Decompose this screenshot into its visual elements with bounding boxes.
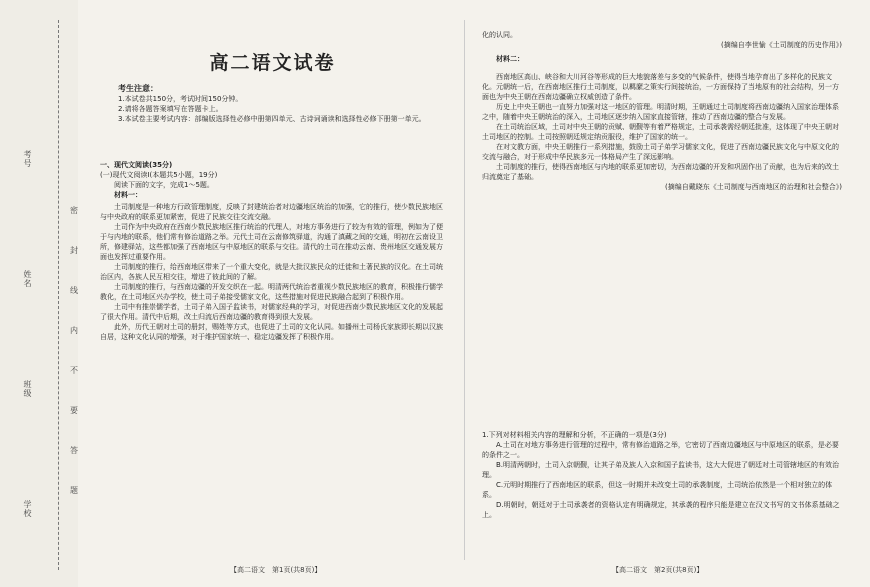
binding-margin bbox=[0, 0, 78, 587]
school-label: 学校 bbox=[23, 500, 32, 518]
notice-heading: 考生注意： bbox=[118, 84, 158, 93]
paragraph: 此外，历代王朝对土司的册封，赐姓等方式，也促进了土司的文化认同。如播州土司杨氏家族即长期以汉族自居，这种文化认同的增强，对于维护国家统一、稳定边疆发挥了积极作用。 bbox=[100, 323, 443, 341]
paragraph: 历史上中央王朝也一直努力加强对这一地区的管理。明清时期，王朝通过土司制度将西南边疆纳入国家治理体系之中，随着中央王朝统治的深入，土司地区逐步纳入国家直接管辖，推动了西南边疆的整合与发展。 bbox=[482, 103, 839, 121]
notice-item: 1.本试卷共150分，考试时间150分钟。 bbox=[118, 95, 243, 103]
section-title: 一、现代文阅读(35分) bbox=[100, 161, 173, 169]
exam-number-label: 考号 bbox=[23, 150, 32, 168]
exam-title: 高二语文试卷 bbox=[209, 52, 336, 74]
seal-char: 内 bbox=[70, 326, 78, 335]
paragraph: 土司制度的推行，使得西南地区与内地的联系更加密切，为西南边疆的开发和巩固作出了贡献，也为后来的改土归流奠定了基础。 bbox=[482, 163, 839, 181]
page-two bbox=[482, 0, 842, 587]
section-header bbox=[100, 160, 445, 200]
page-divider bbox=[464, 20, 465, 560]
material-two-body bbox=[482, 72, 842, 192]
class-label: 班级 bbox=[23, 380, 32, 398]
exam-notice bbox=[118, 84, 438, 124]
option-c[interactable]: C.元明时期推行了西南地区的联系，但这一时期并未改变土司的承袭制度，土司统治依然是一个相对独立的体系。 bbox=[482, 481, 833, 499]
paragraph: 土司中有推崇儒学者，土司子弟入国子监读书，对儒家经典的学习，对促进西南少数民族地区文化的发展起了很大作用。清代中后期，改土归流后西南边疆的教育得到很大发展。 bbox=[100, 303, 443, 321]
subsection-title: (一)现代文阅读Ⅰ(本题共5小题，19分) bbox=[100, 171, 218, 179]
seal-char: 线 bbox=[70, 286, 78, 295]
page-one bbox=[100, 0, 445, 587]
page-footer: 【高二语文 第1页(共8页)】 bbox=[230, 566, 322, 574]
option-a[interactable]: A.土司在对地方事务进行管理的过程中，常有修治道路之举，它密切了西南边疆地区与中原地区的联系，是必要的条件之一。 bbox=[482, 441, 839, 459]
notice-item: 2.请将各题答案填写在答题卡上。 bbox=[118, 105, 223, 113]
paragraph: 在对文教方面，中央王朝推行一系列措施，鼓励土司子弟学习儒家文化，促进了西南边疆民族文化与中原文化的交流与融合，对于形成中华民族多元一体格局产生了深远影响。 bbox=[482, 143, 839, 161]
notice-item: 3.本试卷主要考试内容：部编版选择性必修中册第四单元、古诗词诵读和选择性必修下册第一单元。 bbox=[118, 115, 426, 123]
name-label: 姓名 bbox=[23, 270, 32, 288]
material-label: 材料二： bbox=[496, 55, 524, 63]
option-d[interactable]: D.明朝时，朝廷对于土司承袭者的资格认定有明确规定，其承袭的程序只能是建立在汉文书写的文书体系基础之上。 bbox=[482, 501, 840, 519]
seal-char: 答 bbox=[70, 446, 78, 455]
seal-char: 不 bbox=[70, 366, 78, 375]
paragraph: 土司制度的推行，给西南地区带来了一个重大变化，就是大批汉族民众的迁徙和土著民族的汉化。在土司统治区内，各族人民互相交往，增进了彼此间的了解。 bbox=[100, 263, 443, 281]
paragraph: 在土司统治区域，土司对中央王朝的贡赋、朝觐等有着严格规定，土司承袭需经朝廷批准，这体现了中央王朝对土司地区的控制。土司按照朝廷规定纳贡服役，维护了国家的统一。 bbox=[482, 123, 839, 141]
paragraph: 土司制度是一种地方行政管理制度，反映了封建统治者对边疆地区统治的加强，它的推行，使少数民族地区与中央政府的联系更加紧密，促进了民族交往交流交融。 bbox=[100, 203, 443, 221]
paragraph: 土司作为中央政府在西南少数民族地区推行统治的代理人，对地方事务进行了较为有效的管理，例如为了便于与内地的联系，他们常有修治道路之举。元代土司在云南修筑驿道，沟通了滇藏之间的交通，明初在云南设卫所，修建驿站，这些都加强了西南地区与中原地区的联系与交往。清代的土司在推动云南、贵州地区交通发展方面也发挥过重要作用。 bbox=[100, 223, 443, 261]
seal-char: 封 bbox=[70, 246, 78, 255]
seal-char: 题 bbox=[70, 486, 78, 495]
paragraph-tail: 化的认同。 bbox=[482, 31, 517, 39]
page-footer: 【高二语文 第2页(共8页)】 bbox=[612, 566, 704, 574]
source-citation: (摘编自李世愉《土司制度的历史作用》) bbox=[721, 41, 842, 49]
option-b[interactable]: B.明清两朝时，土司入京朝觐，让其子弟及族人入京和国子监读书，这大大促进了朝廷对土司管辖地区的有效治理。 bbox=[482, 461, 840, 479]
instruction: 阅读下面的文字，完成1～5题。 bbox=[114, 181, 214, 189]
question-stem: 1.下列对材料相关内容的理解和分析，不正确的一项是(3分) bbox=[482, 431, 667, 439]
continued-text bbox=[482, 30, 842, 64]
question-block bbox=[482, 430, 842, 520]
seal-char: 密 bbox=[70, 206, 78, 215]
fold-line bbox=[58, 20, 59, 570]
paragraph: 西南地区高山、峡谷和大川河谷等形成的巨大地貌落差与多变的气候条件，使得当地孕育出了多样化的民族文化。元朝统一后，在西南地区推行土司制度，以羁縻之策实行间接统治，一方面保持了当地原有的社会结构，另一方面也为中央王朝在西南边疆确立权威创造了条件。 bbox=[482, 73, 839, 101]
source-citation: (摘编自戴晓东《土司制度与西南地区的治理和社会整合》) bbox=[665, 183, 842, 191]
material-one-body bbox=[100, 202, 445, 342]
material-label: 材料一： bbox=[114, 191, 142, 199]
seal-char: 要 bbox=[70, 406, 78, 415]
paragraph: 土司制度的推行，与西南边疆的开发交织在一起。明清两代统治者重视少数民族地区的教育，积极推行儒学教化，在土司地区兴办学校，使土司子弟接受儒家文化，这些措施对促进民族融合起到了积极作用。 bbox=[100, 283, 443, 301]
